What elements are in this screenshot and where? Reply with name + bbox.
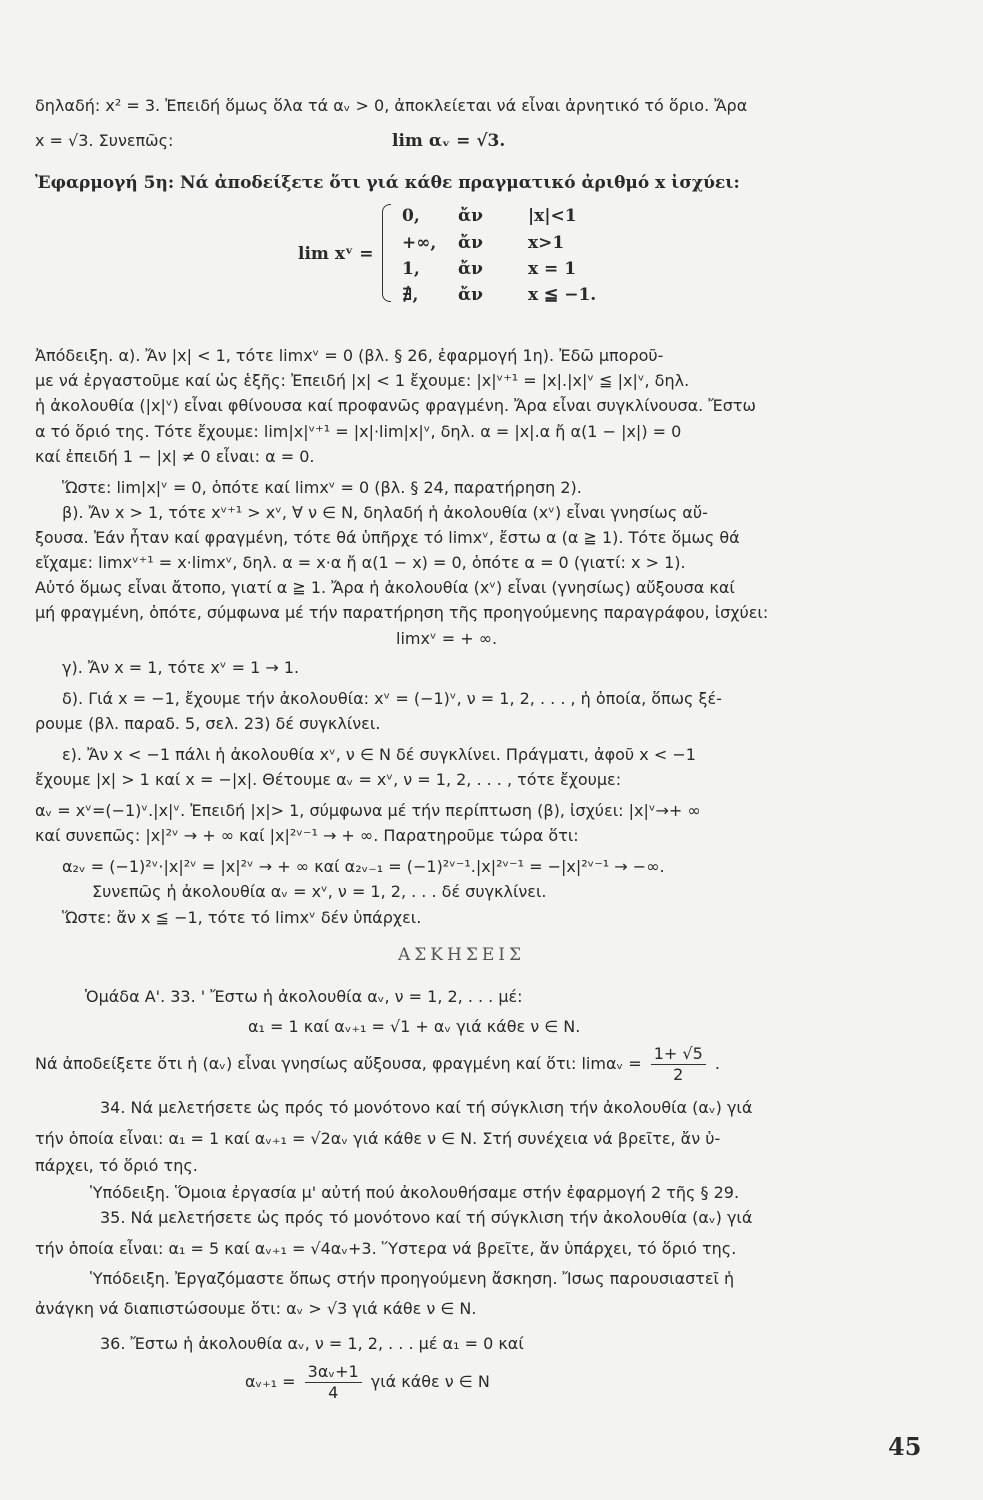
text-line: x = √3. Συνεπῶς: xyxy=(35,131,174,150)
text-line: ε). Ἄν x < −1 πάλι ἡ ἀκολουθία xᵛ, ν ∈ N δέ συγκλίνει. Πράγματι, ἀφοῦ x < −1 xyxy=(62,745,696,764)
text-line: 34. Νά μελετήσετε ὡς πρός τό μονότονο καί τή σύγκλιση τήν ἀκολουθία (αᵥ) γιά xyxy=(100,1098,753,1117)
text-line: 35. Νά μελετήσετε ὡς πρός τό μονότονο καί τή σύγκλιση τήν ἀκολουθία (αᵥ) γιά xyxy=(100,1208,753,1227)
text-line: Ἀπόδειξη. α). Ἄν |x| < 1, τότε limxᵛ = 0 (βλ. § 26, ἐφαρμογή 1η). Ἐδῶ μποροῦ- xyxy=(35,346,664,365)
ex33-text: Νά ἀποδείξετε ὅτι ἡ (αᵥ) εἶναι γνησίως αὔξουσα, φραγμένη καί ὅτι: limαᵥ = xyxy=(35,1054,642,1073)
case-value: ∄, xyxy=(402,285,419,305)
text-line: τήν ὁποία εἶναι: α₁ = 1 καί αᵥ₊₁ = √2αᵥ γιά κάθε ν ∈ N. Στή συνέχεια νά βρεῖτε, ἄν ὑ- xyxy=(35,1129,721,1148)
text-line: εἴχαμε: limxᵛ⁺¹ = x·limxᵛ, δηλ. α = x·α ἤ α(1 − x) = 0, ὁπότε α = 0 (γιατί: x > 1). xyxy=(35,553,686,572)
text-line: Συνεπῶς ἡ ἀκολουθία αᵥ = xᵛ, ν = 1, 2, . . . δέ συγκλίνει. xyxy=(92,882,547,901)
rec-lhs: αᵥ₊₁ = xyxy=(245,1372,296,1391)
text-line: πάρχει, τό ὅριό της. xyxy=(35,1156,198,1175)
case-value: 0, xyxy=(402,206,420,226)
case-cond: x ≦ −1. xyxy=(528,285,597,305)
text-line: 36. Ἔστω ἡ ἀκολουθία αᵥ, ν = 1, 2, . . . μέ α₁ = 0 καί xyxy=(100,1334,524,1353)
left-brace xyxy=(382,204,391,302)
text-line: Ὑπόδειξη. Ἐργαζόμαστε ὅπως στήν προηγούμενη ἄσκηση. Ἴσως παρουσιαστεῖ ἡ xyxy=(90,1269,735,1288)
text-line: ἀνάγκη νά διαπιστώσουμε ὅτι: αᵥ > √3 γιά κάθε ν ∈ N. xyxy=(35,1299,477,1318)
ex33-conclusion xyxy=(35,1040,720,1088)
text-line: Ὑπόδειξη. Ὅμοια ἐργασία μ' αὐτή πού ἀκολουθήσαμε στήν ἐφαρμογή 2 τῆς § 29. xyxy=(90,1183,740,1202)
page-number: 45 xyxy=(888,1432,922,1461)
case-cond: x>1 xyxy=(528,233,565,253)
text-line: αᵥ = xᵛ=(−1)ᵛ.|x|ᵛ. Ἐπειδή |x|> 1, σύμφωνα μέ τήν περίπτωση (β), ἰσχύει: |x|ᵛ→+ ∞ xyxy=(35,801,701,820)
section-heading: ΑΣΚΗΣΕΙΣ xyxy=(398,945,525,965)
text-line: α₂ᵥ = (−1)²ᵛ·|x|²ᵛ = |x|²ᵛ → + ∞ καί α₂ᵥ₋₁ = (−1)²ᵛ⁻¹.|x|²ᵛ⁻¹ = −|x|²ᵛ⁻¹ → −∞. xyxy=(62,857,665,876)
ex36-recurrence xyxy=(245,1358,490,1406)
text-line: Ὥστε: lim|x|ᵛ = 0, ὁπότε καί limxᵛ = 0 (βλ. § 24, παρατήρηση 2). xyxy=(62,478,582,497)
fraction-numerator: 1+ √5 xyxy=(651,1044,706,1065)
case-value: +∞, xyxy=(402,233,437,253)
rec-rhs: γιά κάθε ν ∈ N xyxy=(370,1372,490,1391)
text-line: α₁ = 1 καί αᵥ₊₁ = √1 + αᵥ γιά κάθε ν ∈ N. xyxy=(248,1017,581,1036)
text-line: Ὁμάδα Α'. 33. ' Ἔστω ἡ ἀκολουθία αᵥ, ν = 1, 2, . . . μέ: xyxy=(85,987,523,1006)
text-line: καί ἐπειδή 1 − |x| ≠ 0 εἶναι: α = 0. xyxy=(35,447,315,466)
text-line: ρουμε (βλ. παραδ. 5, σελ. 23) δέ συγκλίνει. xyxy=(35,714,381,733)
fraction-denominator: 4 xyxy=(328,1383,339,1402)
rec-fraction xyxy=(305,1362,362,1403)
text-line: β). Ἄν x > 1, τότε xᵛ⁺¹ > xᵛ, ∀ ν ∈ N, δηλαδή ἡ ἀκολουθία (xᵛ) εἶναι γνησίως αὔ- xyxy=(62,503,708,522)
piecewise-lhs: lim xᵛ = xyxy=(298,244,374,264)
fraction-numerator: 3αᵥ+1 xyxy=(305,1362,362,1383)
text-line: Αὐτό ὅμως εἶναι ἄτοπο, γιατί α ≧ 1. Ἄρα ἡ ἀκολουθία (xᵛ) εἶναι (γνησίως) αὔξουσα καί xyxy=(35,578,735,597)
text-line: Ὥστε: ἄν x ≦ −1, τότε τό limxᵛ δέν ὑπάρχει. xyxy=(62,908,422,927)
case-cond: |x|<1 xyxy=(528,206,577,226)
text-line: τήν ὁποία εἶναι: α₁ = 5 καί αᵥ₊₁ = √4αᵥ+3. Ὕστερα νά βρεῖτε, ἄν ὑπάρχει, τό ὅριό της. xyxy=(35,1239,737,1258)
case-if: ἄν xyxy=(458,259,483,279)
case-if: ἄν xyxy=(458,206,483,226)
ex33-end: . xyxy=(714,1054,720,1073)
case-if: ἄν xyxy=(458,285,483,305)
text-line: Ἐφαρμογή 5η: Νά ἀποδείξετε ὅτι γιά κάθε πραγματικό ἀριθμό x ἰσχύει: xyxy=(35,173,740,193)
text-line: δηλαδή: x² = 3. Ἐπειδή ὅμως ὅλα τά αᵥ > 0, ἀποκλείεται νά εἶναι ἀρνητικό τό ὅριο. Ἄρα xyxy=(35,96,748,115)
text-line: καί συνεπῶς: |x|²ᵛ → + ∞ καί |x|²ᵛ⁻¹ → + ∞. Παρατηροῦμε τώρα ὅτι: xyxy=(35,826,579,845)
text-line: με νά ἐργαστοῦμε καί ὡς ἑξῆς: Ἐπειδή |x| < 1 ἔχουμε: |x|ᵛ⁺¹ = |x|.|x|ᵛ ≦ |x|ᵛ, δηλ. xyxy=(35,371,690,390)
text-line: μή φραγμένη, ὁπότε, σύμφωνα μέ τήν παρατήρηση τῆς προηγούμενης παραγράφου, ἰσχύει: xyxy=(35,603,769,622)
golden-fraction xyxy=(651,1044,706,1085)
text-line: ἡ ἀκολουθία (|x|ᵛ) εἶναι φθίνουσα καί προφανῶς φραγμένη. Ἄρα εἶναι συγκλίνουσα. Ἔστω xyxy=(35,396,756,415)
case-value: 1, xyxy=(402,259,420,279)
text-line: ἔχουμε |x| > 1 καί x = −|x|. Θέτουμε αᵥ = xᵛ, ν = 1, 2, . . . , τότε ἔχουμε: xyxy=(35,770,622,789)
text-line: limxᵛ = + ∞. xyxy=(396,629,498,648)
text-line: α τό ὅριό της. Τότε ἔχουμε: lim|x|ᵛ⁺¹ = |x|·lim|x|ᵛ, δηλ. α = |x|.α ἤ α(1 − |x|) = 0 xyxy=(35,422,682,441)
fraction-denominator: 2 xyxy=(673,1065,684,1084)
case-if: ἄν xyxy=(458,233,483,253)
lim-result: lim αᵥ = √3. xyxy=(392,131,506,151)
text-line: ξουσα. Ἐάν ἦταν καί φραγμένη, τότε θά ὑπῆρχε τό limxᵛ, ἔστω α (α ≧ 1). Τότε ὅμως θά xyxy=(35,528,740,547)
case-cond: x = 1 xyxy=(528,259,577,279)
text-line: δ). Γιά x = −1, ἔχουμε τήν ἀκολουθία: xᵛ = (−1)ᵛ, ν = 1, 2, . . . , ἡ ὁποία, ὅπως ξέ- xyxy=(62,689,722,708)
text-line: γ). Ἄν x = 1, τότε xᵛ = 1 → 1. xyxy=(62,658,300,677)
